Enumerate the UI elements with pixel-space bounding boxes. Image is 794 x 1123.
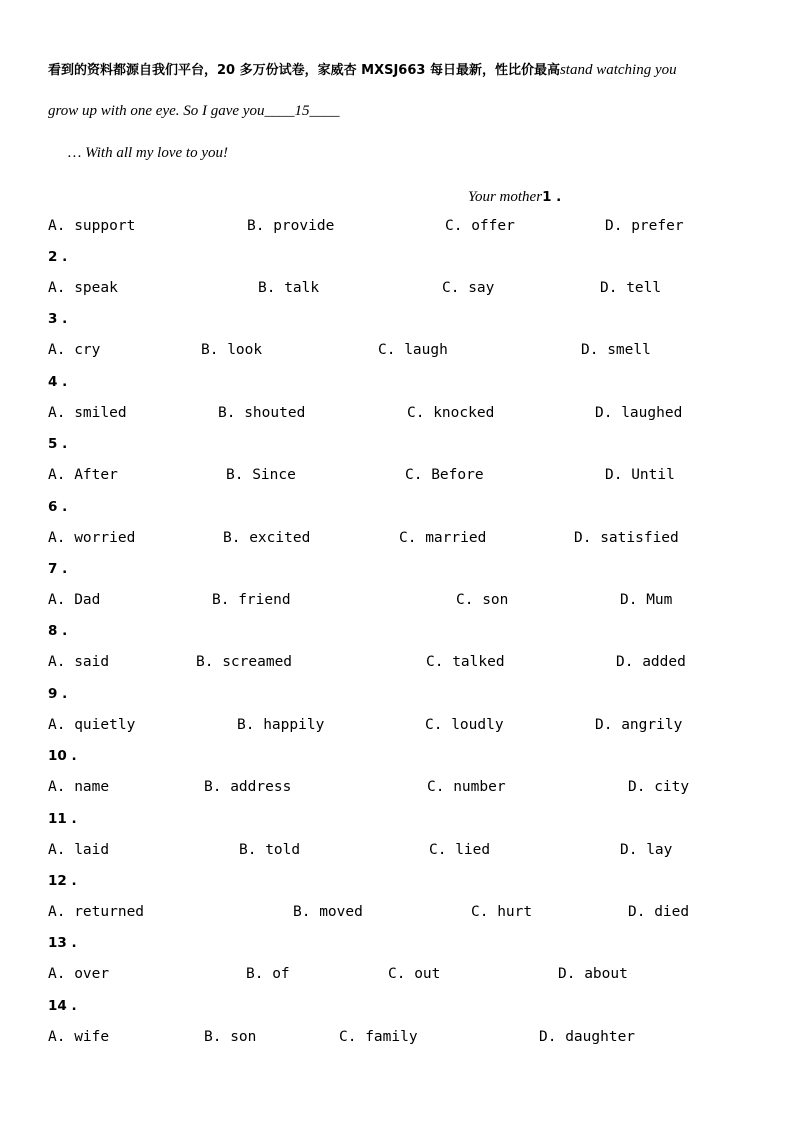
option-c: C. laugh xyxy=(378,342,448,358)
option-a: A. quietly xyxy=(48,717,136,733)
option-b: B. shouted xyxy=(218,405,306,421)
question-number: 14 . xyxy=(48,998,77,1014)
question-number: 13 . xyxy=(48,935,77,951)
option-c: C. number xyxy=(427,779,506,795)
option-c: C. Before xyxy=(405,467,484,483)
closing-line: … With all my love to you! xyxy=(68,145,228,161)
option-a: A. After xyxy=(48,467,118,483)
option-d: D. angrily xyxy=(595,717,683,733)
option-b: B. address xyxy=(204,779,292,795)
question-number: 8 . xyxy=(48,623,68,639)
option-c: C. family xyxy=(339,1029,418,1045)
option-d: D. Mum xyxy=(620,592,673,608)
option-d: D. lay xyxy=(620,842,673,858)
passage-line-2: grow up with one eye. So I gave you____15____ xyxy=(48,103,340,119)
option-b: B. screamed xyxy=(196,654,293,670)
option-d: D. died xyxy=(628,904,690,920)
option-a: A. over xyxy=(48,966,110,982)
option-d: D. satisfied xyxy=(574,530,679,546)
option-b: B. son xyxy=(204,1029,257,1045)
option-b: B. talk xyxy=(258,280,320,296)
option-b: B. told xyxy=(239,842,301,858)
signature-line xyxy=(468,189,561,205)
question-number: 2 . xyxy=(48,249,68,265)
question-number: 10 . xyxy=(48,748,77,764)
question-number: 9 . xyxy=(48,686,68,702)
option-b: B. provide xyxy=(247,218,335,234)
option-c: C. out xyxy=(388,966,441,982)
option-b: B. look xyxy=(201,342,263,358)
option-c: C. son xyxy=(456,592,509,608)
option-c: C. loudly xyxy=(425,717,504,733)
option-d: D. smell xyxy=(581,342,651,358)
question-number: 6 . xyxy=(48,499,68,515)
option-d: D. city xyxy=(628,779,690,795)
question-number: 12 . xyxy=(48,873,77,889)
signature: Your mother xyxy=(468,189,543,205)
option-a: A. said xyxy=(48,654,110,670)
option-b: B. excited xyxy=(223,530,311,546)
question-number: 4 . xyxy=(48,374,68,390)
option-b: B. happily xyxy=(237,717,325,733)
option-a: A. name xyxy=(48,779,110,795)
option-c: C. say xyxy=(442,280,495,296)
question-number: 11 . xyxy=(48,811,77,827)
option-d: D. about xyxy=(558,966,628,982)
header-line-1 xyxy=(48,62,677,78)
option-b: B. of xyxy=(246,966,290,982)
option-d: D. prefer xyxy=(605,218,684,234)
option-a: A. laid xyxy=(48,842,110,858)
option-a: A. wife xyxy=(48,1029,110,1045)
option-c: C. knocked xyxy=(407,405,495,421)
option-a: A. support xyxy=(48,218,136,234)
option-a: A. returned xyxy=(48,904,145,920)
option-b: B. Since xyxy=(226,467,296,483)
passage-tail: stand watching you xyxy=(559,62,677,78)
option-d: D. tell xyxy=(600,280,662,296)
question-number: 7 . xyxy=(48,561,68,577)
option-a: A. worried xyxy=(48,530,136,546)
option-a: A. speak xyxy=(48,280,118,296)
option-c: C. hurt xyxy=(471,904,533,920)
option-b: B. friend xyxy=(212,592,291,608)
option-c: C. talked xyxy=(426,654,505,670)
promo-notice: 看到的资料都源自我们平台，20 多万份试卷，家威杏 MXSJ663 每日最新，性比价最高 xyxy=(48,63,560,78)
option-d: D. daughter xyxy=(539,1029,636,1045)
option-c: C. married xyxy=(399,530,487,546)
option-b: B. moved xyxy=(293,904,363,920)
option-d: D. added xyxy=(616,654,686,670)
option-d: D. Until xyxy=(605,467,675,483)
option-d: D. laughed xyxy=(595,405,683,421)
option-a: A. smiled xyxy=(48,405,127,421)
question-number: 3 . xyxy=(48,311,68,327)
option-c: C. lied xyxy=(429,842,491,858)
option-c: C. offer xyxy=(445,218,515,234)
option-a: A. cry xyxy=(48,342,101,358)
option-a: A. Dad xyxy=(48,592,101,608)
question-number: 5 . xyxy=(48,436,68,452)
question-number: 1 . xyxy=(542,189,562,205)
